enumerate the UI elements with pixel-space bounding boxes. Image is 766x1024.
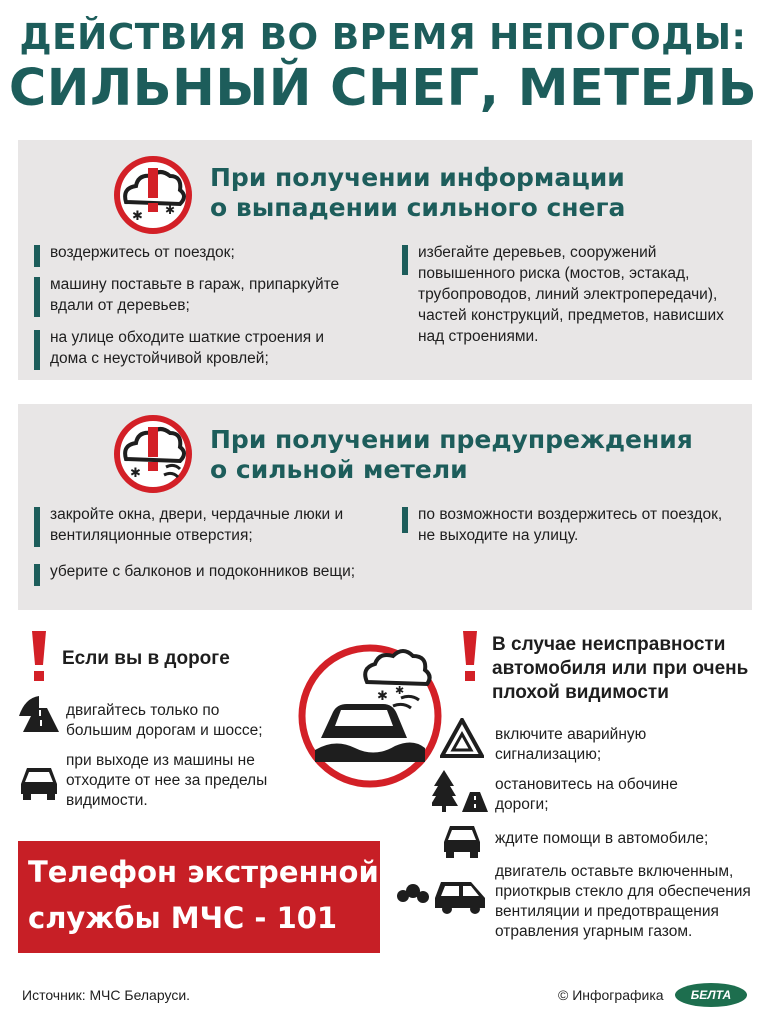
- hazard-triangle-icon: [440, 718, 484, 758]
- page-title-line1: ДЕЙСТВИЯ ВО ВРЕМЯ НЕПОГОДЫ:: [19, 17, 747, 58]
- breakdown-item-text: ждите помощи в автомобиле;: [495, 830, 709, 847]
- exclamation-icon: [30, 631, 48, 683]
- list-item: по возможности воздержитесь от поездок, не выходите на улицу.: [418, 504, 728, 546]
- car-exhaust-icon: [395, 874, 489, 914]
- page-title-line2: СИЛЬНЫЙ СНЕГ, МЕТЕЛЬ: [8, 59, 758, 118]
- section2-title-line2: о сильной метели: [210, 455, 468, 484]
- section2-title-line1: При получении предупреждения: [210, 425, 693, 454]
- car-icon: [440, 820, 484, 860]
- breakdown-item-text: остановитесь на обочине дороги;: [495, 776, 678, 813]
- section1-title-line2: о выпадении сильного снега: [210, 193, 626, 222]
- section1-title-line1: При получении информации: [210, 163, 625, 192]
- bullet-bar: [34, 564, 40, 586]
- svg-text:✱: ✱: [395, 684, 405, 697]
- breakdown-item-text: двигатель оставьте включенным, приоткрыв стекло для обеспечения вентиляции и предотвращения отравления угарным газом.: [495, 863, 751, 940]
- source-text: Источник: МЧС Беларуси.: [22, 987, 191, 1003]
- car-in-snowstorm-icon: [295, 638, 445, 788]
- road-item-text: при выходе из машины не отходите от нее за пределы видимости.: [66, 752, 268, 809]
- list-item: закройте окна, двери, чердачные люки и вентиляционные отверстия;: [50, 504, 395, 546]
- breakdown-item-text: включите аварийную сигнализацию;: [495, 726, 647, 763]
- svg-text:✱: ✱: [377, 689, 388, 704]
- list-item: на улице обходите шаткие строения и дома с неустойчивой кровлей;: [50, 327, 360, 369]
- svg-text:✱: ✱: [130, 466, 141, 481]
- car-icon: [17, 762, 61, 802]
- emergency-line1: Телефон экстренной: [28, 855, 379, 889]
- bullet-bar: [402, 507, 408, 533]
- blizzard-warning-icon: [112, 413, 194, 495]
- emergency-phone-box: [18, 841, 380, 953]
- snow-warning-icon: [112, 154, 194, 236]
- emergency-line2: службы МЧС - 101: [28, 901, 338, 935]
- road-item-text: двигайтесь только по большим дорогам и шоссе;: [66, 702, 263, 739]
- svg-text:✱: ✱: [132, 209, 143, 224]
- list-item: воздержитесь от поездок;: [50, 242, 380, 263]
- breakdown-heading: В случае неисправности автомобиля или при очень плохой видимости: [492, 634, 749, 703]
- bullet-bar: [34, 277, 40, 317]
- svg-text:✱: ✱: [165, 203, 176, 217]
- belta-logo: БЕЛТА: [675, 983, 747, 1007]
- credit-text: © Инфографика: [558, 987, 664, 1003]
- list-item: уберите с балконов и подоконников вещи;: [50, 561, 380, 582]
- list-item: избегайте деревьев, сооружений повышенного риска (мостов, эстакад, трубопроводов, линий электропередачи), частей конструкций, предметов, нависших над строениями.: [418, 242, 748, 347]
- bullet-bar: [34, 330, 40, 370]
- bullet-bar: [402, 245, 408, 275]
- road-icon: [17, 694, 61, 734]
- list-item: машину поставьте в гараж, припаркуйте вдали от деревьев;: [50, 274, 380, 316]
- bullet-bar: [34, 507, 40, 547]
- bullet-bar: [34, 245, 40, 267]
- exclamation-icon: [461, 631, 479, 683]
- roadside-trees-icon: [432, 768, 490, 814]
- road-heading: Если вы в дороге: [62, 648, 230, 669]
